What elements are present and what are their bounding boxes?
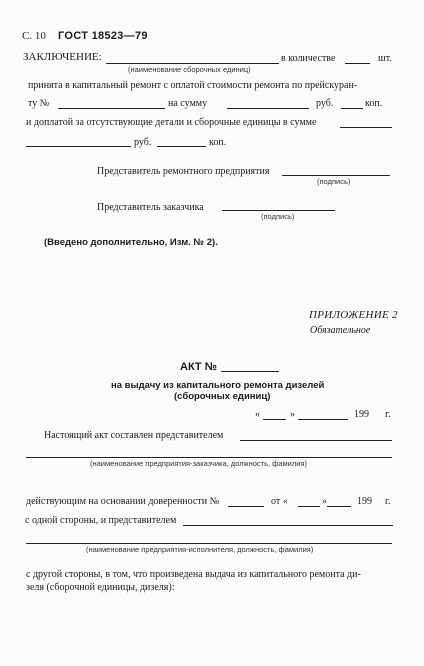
other-side-line-1: с другой стороны, в том, что произведена выдача из капитального ремонта ди- bbox=[26, 569, 361, 580]
date-day-line bbox=[263, 419, 286, 420]
caption-signature-2: (подпись) bbox=[261, 212, 295, 221]
one-side-label: с одной стороны, и представителем bbox=[25, 515, 177, 526]
customer-signature-line bbox=[222, 210, 335, 211]
surcharge-kop-line bbox=[157, 146, 206, 147]
acting-label: действующим на основании доверенности № bbox=[26, 496, 220, 507]
customer-rep-line bbox=[240, 440, 392, 441]
surcharge-line: и доплатой за отсутствующие детали и сборочные единицы в сумме bbox=[26, 117, 317, 128]
caption-executor: (наименование предприятия-исполнителя, должность, фамилия) bbox=[86, 545, 314, 554]
quantity-text: в количестве bbox=[281, 53, 336, 64]
conclusion-label: ЗАКЛЮЧЕНИЕ: bbox=[23, 51, 102, 63]
date-close-quote: » bbox=[290, 409, 295, 420]
unit-pcs: шт. bbox=[378, 53, 392, 64]
page-number: С. 10 bbox=[22, 30, 46, 42]
caption-signature-1: (подпись) bbox=[317, 177, 351, 186]
act-subtitle-1: на выдачу из капитального ремонта дизелей bbox=[111, 380, 325, 391]
kop-label-2: коп. bbox=[209, 137, 227, 148]
from-label: от « bbox=[271, 496, 288, 507]
repair-signature-line bbox=[282, 175, 390, 176]
caption-unit-name: (наименование сборочных единиц) bbox=[128, 65, 251, 74]
rub-label: руб. bbox=[316, 98, 334, 109]
surcharge-sum-line bbox=[340, 127, 392, 128]
act-number-line bbox=[221, 371, 279, 372]
appendix-title: ПРИЛОЖЕНИЕ 2 bbox=[309, 309, 398, 321]
rub-label-2: руб. bbox=[134, 137, 152, 148]
sum-line bbox=[227, 108, 309, 109]
date-year-suffix: г. bbox=[385, 409, 391, 420]
appendix-status: Обязательное bbox=[310, 325, 371, 336]
date-month-line bbox=[298, 419, 348, 420]
tu-number-label: ту № bbox=[28, 98, 50, 109]
accepted-line: принята в капитальный ремонт с оплатой стоимости ремонта по прейскуран- bbox=[28, 80, 358, 91]
act-subtitle-2: (сборочных единиц) bbox=[174, 391, 271, 402]
executor-rep-line bbox=[183, 525, 393, 526]
repair-representative-label: Представитель ремонтного предприятия bbox=[97, 166, 270, 177]
date-open-quote: « bbox=[255, 409, 260, 420]
tu-number-line bbox=[58, 108, 165, 109]
surcharge-rub-line bbox=[26, 146, 131, 147]
customer-representative-label: Представитель заказчика bbox=[97, 202, 204, 213]
other-side-line-2: зеля (сборочной единицы, дизеля): bbox=[26, 582, 175, 593]
quantity-line bbox=[345, 63, 370, 64]
sum-label: на сумму bbox=[168, 98, 208, 109]
customer-rep-line-2 bbox=[26, 457, 392, 458]
proxy-month-line bbox=[327, 506, 351, 507]
amendment-note: (Введено дополнительно, Изм. № 2). bbox=[44, 237, 218, 248]
proxy-year: 199 bbox=[357, 496, 372, 507]
proxy-number-line bbox=[228, 506, 264, 507]
standard-number: ГОСТ 18523—79 bbox=[58, 30, 148, 42]
act-title: АКТ № bbox=[180, 361, 217, 373]
proxy-close-quote: » bbox=[322, 496, 327, 507]
kop-label: коп. bbox=[365, 98, 383, 109]
unit-name-line bbox=[106, 63, 279, 64]
caption-customer: (наименование предприятия-заказчика, должность, фамилия) bbox=[90, 459, 307, 468]
composed-by-label: Настоящий акт составлен представителем bbox=[44, 430, 224, 441]
executor-rep-line-2 bbox=[26, 543, 392, 544]
date-year: 199 bbox=[354, 409, 369, 420]
proxy-day-line bbox=[298, 506, 320, 507]
kop-line bbox=[341, 108, 363, 109]
proxy-year-suffix: г. bbox=[385, 496, 391, 507]
